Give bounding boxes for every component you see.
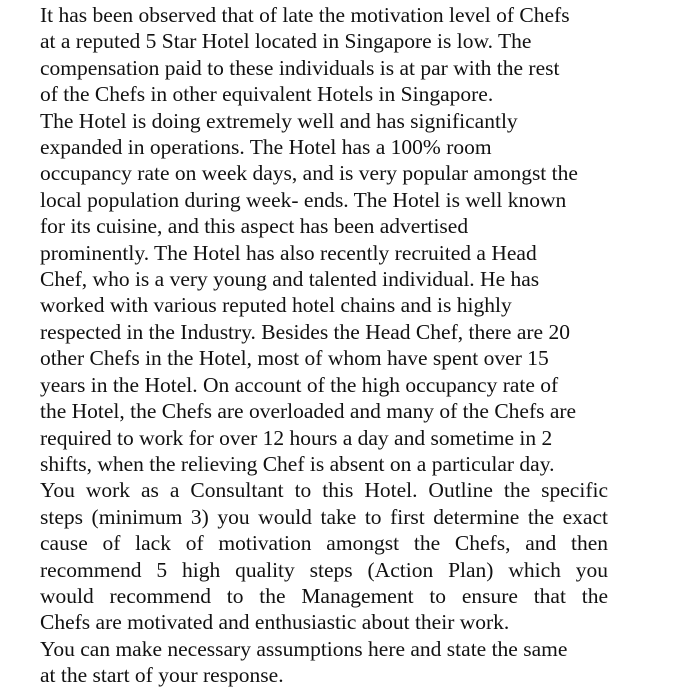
text-line: other Chefs in the Hotel, most of whom have spent over 15 — [40, 346, 549, 371]
text-line: compensation paid to these individuals is at par with the rest — [40, 55, 560, 80]
text-line: of the Chefs in other equivalent Hotels in Singapore. — [40, 82, 494, 107]
text-line: Chef, who is a very young and talented individual. He has — [40, 267, 540, 292]
text-line: You can make necessary assumptions here and state the same — [40, 636, 568, 661]
text-line: respected in the Industry. Besides the Head Chef, there are 20 — [40, 319, 570, 344]
text-line: Chefs are motivated and enthusiastic about their work. — [40, 610, 510, 635]
text-line: occupancy rate on week days, and is very popular amongst the — [40, 161, 578, 186]
text-line: shifts, when the relieving Chef is absent on a particular day. — [40, 451, 555, 476]
text-line: recommend 5 high quality steps (Action Plan) which you — [40, 557, 608, 582]
text-line: expanded in operations. The Hotel has a 100% room — [40, 135, 492, 160]
text-line: required to work for over 12 hours a day and sometime in 2 — [40, 425, 553, 450]
text-line: The Hotel is doing extremely well and has significantly — [40, 108, 518, 133]
document-body — [40, 2, 680, 689]
text-line: years in the Hotel. On account of the high occupancy rate of — [40, 372, 559, 397]
text-line: cause of lack of motivation amongst the Chefs, and then — [40, 531, 608, 556]
text-line: You work as a Consultant to this Hotel. Outline the specific — [40, 478, 608, 503]
text-line: It has been observed that of late the motivation level of Chefs — [40, 3, 570, 27]
text-line: for its cuisine, and this aspect has been advertised — [40, 214, 469, 239]
text-line: at the start of your response. — [40, 663, 284, 688]
text-line: steps (minimum 3) you would take to first determine the exact — [40, 504, 608, 529]
text-line: would recommend to the Management to ensure that the — [40, 583, 608, 608]
text-line: the Hotel, the Chefs are overloaded and many of the Chefs are — [40, 399, 577, 424]
text-line: worked with various reputed hotel chains and is highly — [40, 293, 512, 318]
text-line: prominently. The Hotel has also recently recruited a Head — [40, 240, 537, 265]
text-line: at a reputed 5 Star Hotel located in Singapore is low. The — [40, 29, 532, 54]
text-line: local population during week- ends. The Hotel is well known — [40, 187, 567, 212]
